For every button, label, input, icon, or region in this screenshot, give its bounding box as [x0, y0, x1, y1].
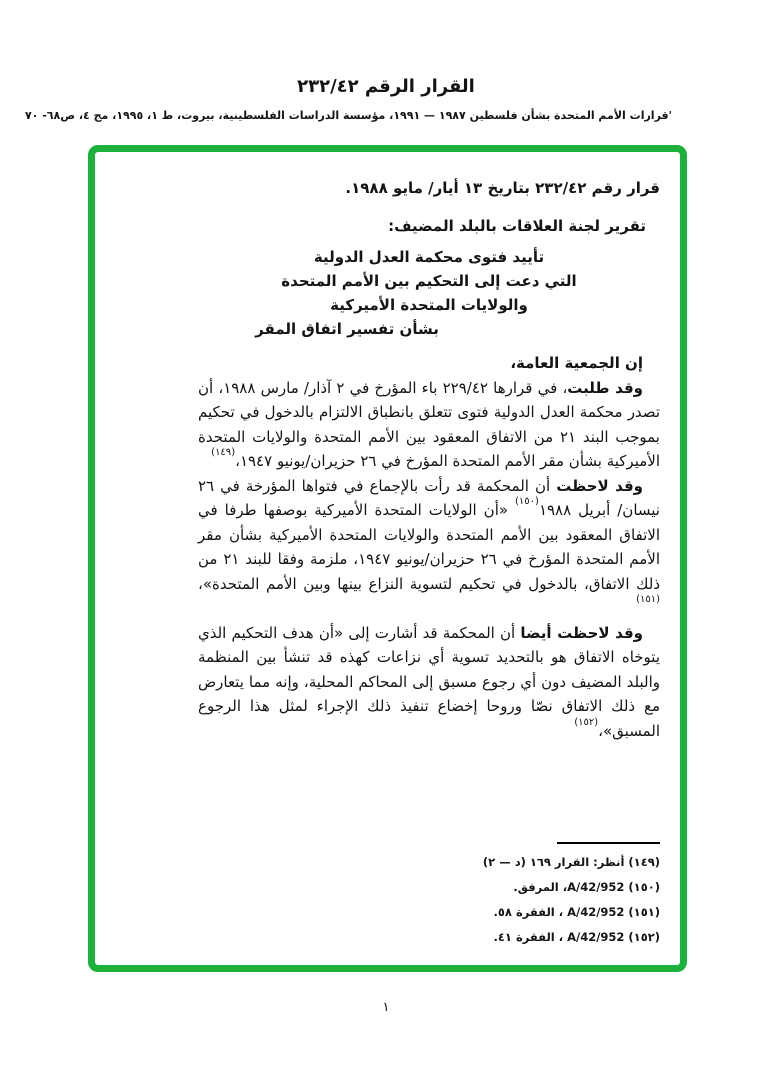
paragraph-text: «أن الولايات المتحدة الأميركية بوصفها طرفا في الاتفاق المعقود بين الأمم المتحدة والولايات المتحدة الأميركية بشأن مقر الأمم المتحدة المؤرخ في ٢٦ حزيران/يونيو ١٩٤٧، ملزمة وفقا للبند ٢١ من ذلك الاتفاق، بالدخول في تحكيم لتسوية النزاع بينها وبين الأمم المتحدة»، [198, 501, 660, 593]
paragraph-lead: إن الجمعية العامة، [510, 354, 643, 372]
footnote-marker: (١٥١) [628, 905, 660, 919]
footnote-ref: (١٤٩) [211, 447, 236, 458]
footnote-list [198, 850, 660, 950]
footnote-item [198, 850, 660, 875]
footnote-marker: (١٥٠) [628, 880, 660, 894]
footnote-ref: (١٥١) [636, 594, 660, 605]
page-title: القرار الرقم ٢٣٢/٤٢ [297, 76, 475, 97]
report-line: تقرير لجنة العلاقات بالبلد المضيف: [388, 216, 646, 235]
footnote-item [198, 900, 660, 925]
paragraph [198, 621, 660, 744]
heading-line-4: بشأن تفسير اتفاق المقر [255, 320, 439, 338]
footnote-text: أنظر: القرار ١٦٩ (د — ٢) [482, 855, 625, 869]
document-body [198, 176, 660, 743]
paragraph-text: ، في قرارها ٢٢٩/٤٢ باء المؤرخ في ٢ آذار/ مارس ١٩٨٨، أن تصدر محكمة العدل الدولية فتوى تتعلق بانطباق الالتزام بالدخول في تحكيم بموجب البند ٢١ من الاتفاق المعقود بين الأمم المتحدة والولايات المتحدة الأميركية بشأن مقر الأمم المتحدة المؤرخ في ٢٦ حزيران/يونيو ١٩٤٧، [198, 378, 660, 470]
footnote-ref: (١٥٢) [574, 716, 599, 728]
page-number: ١ [382, 1000, 390, 1015]
paragraph [198, 376, 660, 474]
document-paragraphs [198, 351, 660, 743]
document-heading [198, 245, 660, 341]
paragraph-lead: وقد لاحظت أيضا [520, 623, 643, 642]
footnote-text: A/42/952، المرفق. [513, 880, 625, 894]
footnote-text: A/42/952 ، الفقرة ٥٨. [493, 905, 625, 919]
footnotes-section [198, 842, 660, 950]
paragraph-lead: وقد طلبت [567, 378, 643, 397]
paragraph [198, 474, 660, 621]
footnote-separator [557, 842, 660, 844]
heading-line-1: تأييد فتوى محكمة العدل الدولية [313, 248, 545, 266]
footnote-item [198, 925, 660, 950]
footnote-marker: (١٤٩) [628, 855, 660, 869]
heading-line-3: والولايات المتحدة الأميركية [330, 296, 528, 314]
paragraph-text: أن المحكمة قد رأت بالإجماع في فتواها المؤرخة في ٢٦ نيسان/ أبريل ١٩٨٨ [198, 476, 660, 519]
paragraph-lead: وقد لاحظت [556, 476, 643, 495]
footnote-item [198, 875, 660, 900]
footnote-text: A/42/952 ، الفقرة ٤١. [493, 930, 625, 944]
resolution-line: قرار رقم ٢٣٢/٤٢ بتاريخ ١٣ أيار/ مايو ١٩٨٨. [345, 179, 660, 197]
paragraph-text: أن المحكمة قد أشارت إلى «أن هدف التحكيم الذي يتوخاه الاتفاق هو بالتحديد تسوية أي نزاعات كهذه قد تنشأ بين المنظمة والبلد المضيف دون أي رجوع مسبق إلى المحاكم المحلية، وإنه مما يتعارض مع ذلك الاتفاق نصّا وروحا إخضاع تنفيذ ذلك الإجراء لمثل هذا الرجوع المسبق»، [198, 623, 660, 740]
footnote-ref: (١٥٠) [515, 496, 539, 507]
heading-line-2: التي دعت إلى التحكيم بين الأمم المتحدة [281, 272, 577, 290]
source-citation: 'قرارات الأمم المتحدة بشأن فلسطين ١٩٨٧ — ١٩٩١، مؤسسة الدراسات الفلسطينية، بيروت، ط ١، ١٩٩٥، مج ٤، ص٦٨- ٧٠ [24, 109, 672, 122]
footnote-marker: (١٥٢) [628, 930, 660, 944]
content-frame [88, 145, 687, 972]
paragraph [198, 351, 660, 376]
